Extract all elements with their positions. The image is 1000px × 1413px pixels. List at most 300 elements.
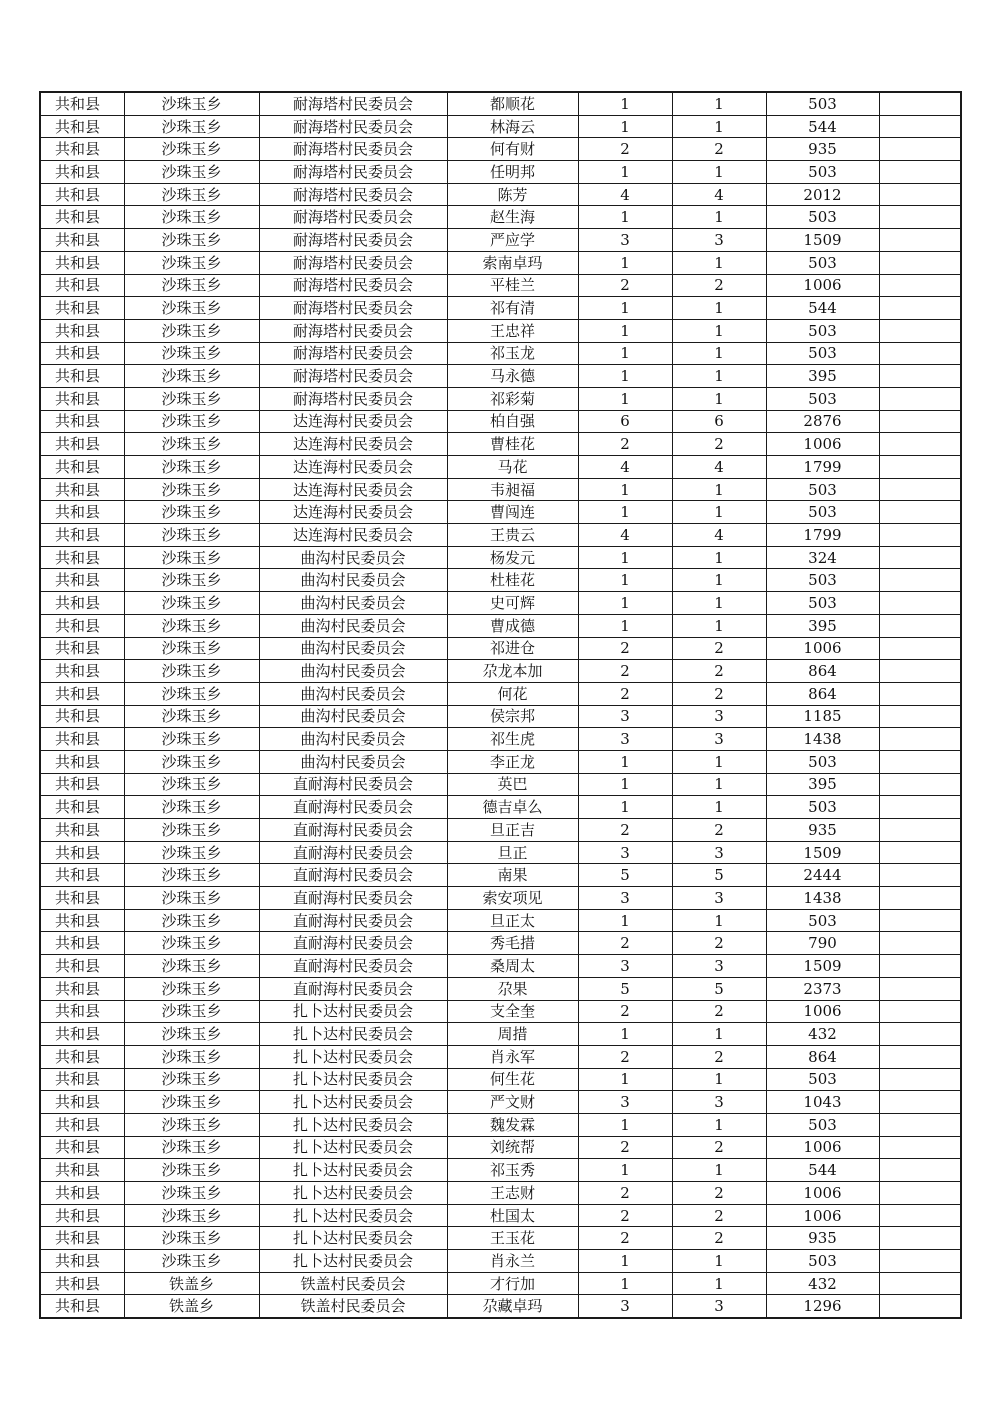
township-cell: 铁盖乡 <box>124 1272 259 1295</box>
table-body <box>40 92 961 1318</box>
county-cell: 共和县 <box>40 614 124 637</box>
village-committee-cell: 扎卜达村民委员会 <box>259 1204 447 1227</box>
amount-cell: 503 <box>766 387 879 410</box>
household-count-cell: 3 <box>578 1091 672 1114</box>
township-cell: 沙珠玉乡 <box>124 637 259 660</box>
township-cell: 沙珠玉乡 <box>124 229 259 252</box>
household-count-cell: 1 <box>578 1113 672 1136</box>
household-count-cell: 1 <box>578 1272 672 1295</box>
remark-cell <box>879 887 961 910</box>
township-cell: 沙珠玉乡 <box>124 1159 259 1182</box>
person-count-cell: 1 <box>672 387 766 410</box>
table-row <box>40 319 961 342</box>
amount-cell: 503 <box>766 750 879 773</box>
table-row <box>40 433 961 456</box>
township-cell: 沙珠玉乡 <box>124 909 259 932</box>
amount-cell: 1006 <box>766 274 879 297</box>
person-count-cell: 1 <box>672 501 766 524</box>
person-count-cell: 6 <box>672 410 766 433</box>
household-count-cell: 3 <box>578 887 672 910</box>
township-cell: 沙珠玉乡 <box>124 1023 259 1046</box>
amount-cell: 503 <box>766 319 879 342</box>
village-committee-cell: 耐海塔村民委员会 <box>259 319 447 342</box>
township-cell: 沙珠玉乡 <box>124 138 259 161</box>
township-cell: 沙珠玉乡 <box>124 932 259 955</box>
amount-cell: 1509 <box>766 955 879 978</box>
amount-cell: 503 <box>766 796 879 819</box>
county-cell: 共和县 <box>40 932 124 955</box>
township-cell: 沙珠玉乡 <box>124 478 259 501</box>
village-committee-cell: 耐海塔村民委员会 <box>259 115 447 138</box>
township-cell: 沙珠玉乡 <box>124 819 259 842</box>
village-committee-cell: 扎卜达村民委员会 <box>259 1227 447 1250</box>
household-count-cell: 2 <box>578 1136 672 1159</box>
person-count-cell: 2 <box>672 433 766 456</box>
remark-cell <box>879 1000 961 1023</box>
village-committee-cell: 耐海塔村民委员会 <box>259 161 447 184</box>
table-row <box>40 1159 961 1182</box>
township-cell: 沙珠玉乡 <box>124 660 259 683</box>
county-cell: 共和县 <box>40 660 124 683</box>
remark-cell <box>879 682 961 705</box>
name-cell: 肖永军 <box>447 1045 578 1068</box>
household-count-cell: 2 <box>578 1227 672 1250</box>
village-committee-cell: 达连海村民委员会 <box>259 501 447 524</box>
village-committee-cell: 曲沟村民委员会 <box>259 682 447 705</box>
county-cell: 共和县 <box>40 297 124 320</box>
village-committee-cell: 耐海塔村民委员会 <box>259 92 447 115</box>
table-row <box>40 115 961 138</box>
remark-cell <box>879 637 961 660</box>
table-row <box>40 1182 961 1205</box>
county-cell: 共和县 <box>40 274 124 297</box>
table-row <box>40 365 961 388</box>
household-count-cell: 3 <box>578 1295 672 1318</box>
county-cell: 共和县 <box>40 1295 124 1318</box>
county-cell: 共和县 <box>40 92 124 115</box>
county-cell: 共和县 <box>40 387 124 410</box>
remark-cell <box>879 864 961 887</box>
name-cell: 任明邦 <box>447 161 578 184</box>
remark-cell <box>879 456 961 479</box>
person-count-cell: 1 <box>672 297 766 320</box>
remark-cell <box>879 592 961 615</box>
county-cell: 共和县 <box>40 1182 124 1205</box>
township-cell: 沙珠玉乡 <box>124 592 259 615</box>
village-committee-cell: 直耐海村民委员会 <box>259 864 447 887</box>
amount-cell: 544 <box>766 1159 879 1182</box>
person-count-cell: 1 <box>672 342 766 365</box>
household-count-cell: 5 <box>578 864 672 887</box>
township-cell: 沙珠玉乡 <box>124 456 259 479</box>
village-committee-cell: 铁盖村民委员会 <box>259 1272 447 1295</box>
name-cell: 马永德 <box>447 365 578 388</box>
village-committee-cell: 曲沟村民委员会 <box>259 660 447 683</box>
township-cell: 沙珠玉乡 <box>124 1091 259 1114</box>
table-row <box>40 864 961 887</box>
table-row <box>40 1113 961 1136</box>
person-count-cell: 3 <box>672 955 766 978</box>
remark-cell <box>879 501 961 524</box>
table-row <box>40 297 961 320</box>
name-cell: 祁玉龙 <box>447 342 578 365</box>
household-count-cell: 2 <box>578 274 672 297</box>
county-cell: 共和县 <box>40 728 124 751</box>
amount-cell: 935 <box>766 1227 879 1250</box>
table-row <box>40 410 961 433</box>
person-count-cell: 3 <box>672 705 766 728</box>
remark-cell <box>879 319 961 342</box>
person-count-cell: 3 <box>672 1295 766 1318</box>
name-cell: 韦昶福 <box>447 478 578 501</box>
village-committee-cell: 耐海塔村民委员会 <box>259 297 447 320</box>
village-committee-cell: 直耐海村民委员会 <box>259 932 447 955</box>
amount-cell: 395 <box>766 773 879 796</box>
table-row <box>40 546 961 569</box>
amount-cell: 503 <box>766 92 879 115</box>
village-committee-cell: 耐海塔村民委员会 <box>259 229 447 252</box>
name-cell: 祁玉秀 <box>447 1159 578 1182</box>
amount-cell: 1509 <box>766 229 879 252</box>
table-row <box>40 1204 961 1227</box>
township-cell: 沙珠玉乡 <box>124 1113 259 1136</box>
name-cell: 马花 <box>447 456 578 479</box>
amount-cell: 790 <box>766 932 879 955</box>
table-row <box>40 750 961 773</box>
table-row <box>40 1045 961 1068</box>
household-count-cell: 2 <box>578 819 672 842</box>
village-committee-cell: 扎卜达村民委员会 <box>259 1113 447 1136</box>
township-cell: 沙珠玉乡 <box>124 864 259 887</box>
township-cell: 铁盖乡 <box>124 1295 259 1318</box>
household-count-cell: 4 <box>578 524 672 547</box>
table-row <box>40 1295 961 1318</box>
village-committee-cell: 直耐海村民委员会 <box>259 955 447 978</box>
amount-cell: 1438 <box>766 728 879 751</box>
remark-cell <box>879 297 961 320</box>
township-cell: 沙珠玉乡 <box>124 773 259 796</box>
village-committee-cell: 直耐海村民委员会 <box>259 887 447 910</box>
person-count-cell: 4 <box>672 456 766 479</box>
name-cell: 平桂兰 <box>447 274 578 297</box>
table-row <box>40 138 961 161</box>
household-count-cell: 1 <box>578 319 672 342</box>
village-committee-cell: 达连海村民委员会 <box>259 456 447 479</box>
township-cell: 沙珠玉乡 <box>124 705 259 728</box>
village-committee-cell: 曲沟村民委员会 <box>259 705 447 728</box>
name-cell: 李正龙 <box>447 750 578 773</box>
county-cell: 共和县 <box>40 433 124 456</box>
county-cell: 共和县 <box>40 1068 124 1091</box>
township-cell: 沙珠玉乡 <box>124 955 259 978</box>
township-cell: 沙珠玉乡 <box>124 1068 259 1091</box>
household-count-cell: 1 <box>578 1023 672 1046</box>
township-cell: 沙珠玉乡 <box>124 115 259 138</box>
person-count-cell: 1 <box>672 773 766 796</box>
county-cell: 共和县 <box>40 637 124 660</box>
county-cell: 共和县 <box>40 229 124 252</box>
table-row <box>40 932 961 955</box>
remark-cell <box>879 274 961 297</box>
household-count-cell: 2 <box>578 660 672 683</box>
township-cell: 沙珠玉乡 <box>124 410 259 433</box>
table-row <box>40 887 961 910</box>
amount-cell: 1006 <box>766 1182 879 1205</box>
township-cell: 沙珠玉乡 <box>124 1045 259 1068</box>
household-count-cell: 1 <box>578 297 672 320</box>
county-cell: 共和县 <box>40 705 124 728</box>
household-count-cell: 3 <box>578 728 672 751</box>
table-row <box>40 1023 961 1046</box>
person-count-cell: 2 <box>672 932 766 955</box>
amount-cell: 864 <box>766 1045 879 1068</box>
amount-cell: 1006 <box>766 1204 879 1227</box>
village-committee-cell: 耐海塔村民委员会 <box>259 183 447 206</box>
person-count-cell: 5 <box>672 864 766 887</box>
table-row <box>40 456 961 479</box>
household-count-cell: 1 <box>578 387 672 410</box>
person-count-cell: 1 <box>672 478 766 501</box>
household-count-cell: 1 <box>578 1159 672 1182</box>
person-count-cell: 2 <box>672 274 766 297</box>
name-cell: 索安项见 <box>447 887 578 910</box>
person-count-cell: 3 <box>672 1091 766 1114</box>
table-row <box>40 342 961 365</box>
village-committee-cell: 曲沟村民委员会 <box>259 569 447 592</box>
person-count-cell: 1 <box>672 319 766 342</box>
name-cell: 祁生虎 <box>447 728 578 751</box>
amount-cell: 395 <box>766 614 879 637</box>
remark-cell <box>879 614 961 637</box>
village-committee-cell: 曲沟村民委员会 <box>259 546 447 569</box>
name-cell: 周措 <box>447 1023 578 1046</box>
table-row <box>40 478 961 501</box>
household-count-cell: 2 <box>578 682 672 705</box>
name-cell: 杜桂花 <box>447 569 578 592</box>
remark-cell <box>879 1227 961 1250</box>
remark-cell <box>879 1045 961 1068</box>
remark-cell <box>879 1023 961 1046</box>
table-row <box>40 274 961 297</box>
household-count-cell: 2 <box>578 1045 672 1068</box>
county-cell: 共和县 <box>40 1113 124 1136</box>
name-cell: 尕藏卓玛 <box>447 1295 578 1318</box>
table-row <box>40 660 961 683</box>
village-committee-cell: 直耐海村民委员会 <box>259 819 447 842</box>
person-count-cell: 1 <box>672 1113 766 1136</box>
name-cell: 索南卓玛 <box>447 251 578 274</box>
village-committee-cell: 直耐海村民委员会 <box>259 909 447 932</box>
person-count-cell: 2 <box>672 637 766 660</box>
name-cell: 英巴 <box>447 773 578 796</box>
amount-cell: 1799 <box>766 524 879 547</box>
name-cell: 祁进仓 <box>447 637 578 660</box>
table-row <box>40 773 961 796</box>
name-cell: 魏发霖 <box>447 1113 578 1136</box>
person-count-cell: 1 <box>672 115 766 138</box>
township-cell: 沙珠玉乡 <box>124 274 259 297</box>
household-count-cell: 1 <box>578 796 672 819</box>
village-committee-cell: 达连海村民委员会 <box>259 410 447 433</box>
amount-cell: 864 <box>766 660 879 683</box>
table-row <box>40 524 961 547</box>
county-cell: 共和县 <box>40 251 124 274</box>
household-count-cell: 1 <box>578 501 672 524</box>
township-cell: 沙珠玉乡 <box>124 387 259 410</box>
village-committee-cell: 耐海塔村民委员会 <box>259 138 447 161</box>
table-row <box>40 592 961 615</box>
village-committee-cell: 曲沟村民委员会 <box>259 750 447 773</box>
table-row <box>40 955 961 978</box>
person-count-cell: 2 <box>672 660 766 683</box>
table-row <box>40 1000 961 1023</box>
township-cell: 沙珠玉乡 <box>124 1250 259 1273</box>
remark-cell <box>879 1091 961 1114</box>
remark-cell <box>879 773 961 796</box>
amount-cell: 503 <box>766 501 879 524</box>
name-cell: 支全奎 <box>447 1000 578 1023</box>
village-committee-cell: 耐海塔村民委员会 <box>259 251 447 274</box>
name-cell: 林海云 <box>447 115 578 138</box>
table-row <box>40 1272 961 1295</box>
table-row <box>40 1091 961 1114</box>
village-committee-cell: 直耐海村民委员会 <box>259 841 447 864</box>
amount-cell: 1043 <box>766 1091 879 1114</box>
amount-cell: 503 <box>766 342 879 365</box>
county-cell: 共和县 <box>40 501 124 524</box>
remark-cell <box>879 546 961 569</box>
county-cell: 共和县 <box>40 955 124 978</box>
person-count-cell: 2 <box>672 819 766 842</box>
household-count-cell: 1 <box>578 251 672 274</box>
name-cell: 王忠祥 <box>447 319 578 342</box>
amount-cell: 1006 <box>766 1136 879 1159</box>
household-count-cell: 1 <box>578 614 672 637</box>
county-cell: 共和县 <box>40 796 124 819</box>
person-count-cell: 1 <box>672 796 766 819</box>
person-count-cell: 1 <box>672 1250 766 1273</box>
household-count-cell: 1 <box>578 115 672 138</box>
person-count-cell: 1 <box>672 92 766 115</box>
township-cell: 沙珠玉乡 <box>124 1136 259 1159</box>
name-cell: 王志财 <box>447 1182 578 1205</box>
remark-cell <box>879 660 961 683</box>
person-count-cell: 1 <box>672 569 766 592</box>
name-cell: 才行加 <box>447 1272 578 1295</box>
village-committee-cell: 曲沟村民委员会 <box>259 592 447 615</box>
county-cell: 共和县 <box>40 864 124 887</box>
household-count-cell: 2 <box>578 1000 672 1023</box>
amount-cell: 432 <box>766 1272 879 1295</box>
amount-cell: 503 <box>766 592 879 615</box>
remark-cell <box>879 365 961 388</box>
household-count-cell: 5 <box>578 977 672 1000</box>
amount-cell: 503 <box>766 569 879 592</box>
person-count-cell: 2 <box>672 1136 766 1159</box>
table-row <box>40 909 961 932</box>
township-cell: 沙珠玉乡 <box>124 614 259 637</box>
remark-cell <box>879 229 961 252</box>
county-cell: 共和县 <box>40 342 124 365</box>
amount-cell: 432 <box>766 1023 879 1046</box>
village-committee-cell: 曲沟村民委员会 <box>259 637 447 660</box>
table-row <box>40 637 961 660</box>
village-committee-cell: 直耐海村民委员会 <box>259 796 447 819</box>
remark-cell <box>879 1182 961 1205</box>
township-cell: 沙珠玉乡 <box>124 342 259 365</box>
household-count-cell: 2 <box>578 932 672 955</box>
county-cell: 共和县 <box>40 841 124 864</box>
household-count-cell: 3 <box>578 229 672 252</box>
table-row <box>40 92 961 115</box>
name-cell: 王玉花 <box>447 1227 578 1250</box>
name-cell: 陈芳 <box>447 183 578 206</box>
name-cell: 秀毛措 <box>447 932 578 955</box>
county-cell: 共和县 <box>40 1023 124 1046</box>
amount-cell: 864 <box>766 682 879 705</box>
township-cell: 沙珠玉乡 <box>124 433 259 456</box>
amount-cell: 1006 <box>766 433 879 456</box>
county-cell: 共和县 <box>40 115 124 138</box>
person-count-cell: 1 <box>672 614 766 637</box>
amount-cell: 2373 <box>766 977 879 1000</box>
table-row <box>40 977 961 1000</box>
amount-cell: 1296 <box>766 1295 879 1318</box>
name-cell: 曹成德 <box>447 614 578 637</box>
household-count-cell: 2 <box>578 637 672 660</box>
township-cell: 沙珠玉乡 <box>124 524 259 547</box>
person-count-cell: 2 <box>672 138 766 161</box>
name-cell: 赵生海 <box>447 206 578 229</box>
household-count-cell: 4 <box>578 456 672 479</box>
amount-cell: 935 <box>766 819 879 842</box>
village-committee-cell: 扎卜达村民委员会 <box>259 1091 447 1114</box>
name-cell: 尕果 <box>447 977 578 1000</box>
county-cell: 共和县 <box>40 410 124 433</box>
village-committee-cell: 扎卜达村民委员会 <box>259 1045 447 1068</box>
township-cell: 沙珠玉乡 <box>124 569 259 592</box>
table-row <box>40 569 961 592</box>
county-cell: 共和县 <box>40 206 124 229</box>
county-cell: 共和县 <box>40 569 124 592</box>
amount-cell: 503 <box>766 1250 879 1273</box>
household-count-cell: 6 <box>578 410 672 433</box>
name-cell: 肖永兰 <box>447 1250 578 1273</box>
township-cell: 沙珠玉乡 <box>124 206 259 229</box>
remark-cell <box>879 478 961 501</box>
village-committee-cell: 耐海塔村民委员会 <box>259 206 447 229</box>
village-committee-cell: 达连海村民委员会 <box>259 524 447 547</box>
table-row <box>40 705 961 728</box>
amount-cell: 324 <box>766 546 879 569</box>
household-count-cell: 3 <box>578 955 672 978</box>
name-cell: 旦正太 <box>447 909 578 932</box>
person-count-cell: 4 <box>672 183 766 206</box>
table-row <box>40 819 961 842</box>
table-row <box>40 682 961 705</box>
person-count-cell: 2 <box>672 1045 766 1068</box>
remark-cell <box>879 1295 961 1318</box>
amount-cell: 1799 <box>766 456 879 479</box>
household-count-cell: 1 <box>578 909 672 932</box>
township-cell: 沙珠玉乡 <box>124 750 259 773</box>
village-committee-cell: 曲沟村民委员会 <box>259 614 447 637</box>
township-cell: 沙珠玉乡 <box>124 251 259 274</box>
name-cell: 柏自强 <box>447 410 578 433</box>
county-cell: 共和县 <box>40 478 124 501</box>
remark-cell <box>879 977 961 1000</box>
household-count-cell: 1 <box>578 478 672 501</box>
